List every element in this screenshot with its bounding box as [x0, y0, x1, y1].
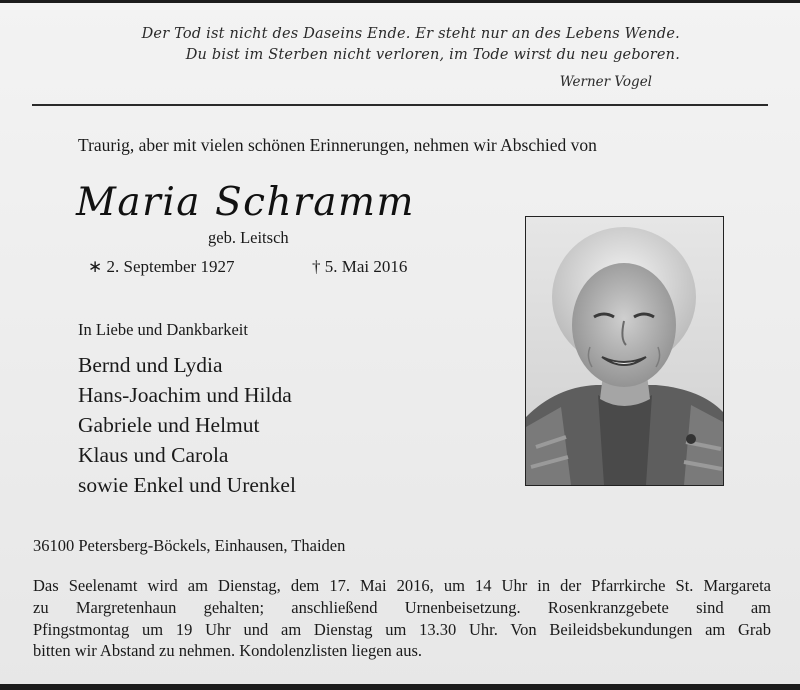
- mourner-name: Bernd und Lydia: [78, 353, 223, 377]
- birth-date: ∗ 2. September 1927: [88, 257, 235, 276]
- service-line: bitten wir Abstand zu nehmen. Kondolenzlisten liegen aus.: [33, 641, 423, 661]
- mourner-name: Hans-Joachim und Hilda: [78, 383, 292, 407]
- portrait-photo: [525, 216, 724, 486]
- portrait-image: [526, 217, 723, 485]
- quote-line-1: Der Tod ist nicht des Daseins Ende. Er steht nur an des Lebens Wende.: [141, 26, 680, 42]
- service-paragraph: [33, 575, 771, 662]
- mourners-list: [78, 350, 296, 500]
- intro-text: Traurig, aber mit vielen schönen Erinnerungen, nehmen wir Abschied von: [78, 135, 597, 155]
- divider-line: [32, 104, 768, 106]
- deceased-name: Maria Schramm: [76, 180, 415, 225]
- mourner-name: Gabriele und Helmut: [78, 413, 260, 437]
- location-text: 36100 Petersberg-Böckels, Einhausen, Thaiden: [33, 536, 346, 555]
- service-line: Pfingstmontag um 19 Uhr und am Dienstag um 13.30 Uhr. Von Beileidsbekundungen am Grab: [33, 619, 771, 639]
- service-line: zu Margretenhaun gehalten; anschließend Urnenbeisetzung. Rosenkranzgebete sind am: [33, 597, 771, 617]
- quote-line-2: Du bist im Sterben nicht verloren, im Tode wirst du neu geboren.: [185, 47, 680, 63]
- mourner-name: sowie Enkel und Urenkel: [78, 473, 296, 497]
- mourner-name: Klaus und Carola: [78, 443, 229, 467]
- quote-author: Werner Vogel: [559, 74, 652, 90]
- service-line: Das Seelenamt wird am Dienstag, dem 17. Mai 2016, um 14 Uhr in der Pfarrkirche St. Margareta: [33, 576, 771, 595]
- mourners-heading: In Liebe und Dankbarkeit: [78, 320, 248, 339]
- top-border: [0, 0, 800, 3]
- born-name: geb. Leitsch: [208, 228, 289, 247]
- bottom-border: [0, 684, 800, 690]
- death-date: † 5. Mai 2016: [312, 257, 408, 276]
